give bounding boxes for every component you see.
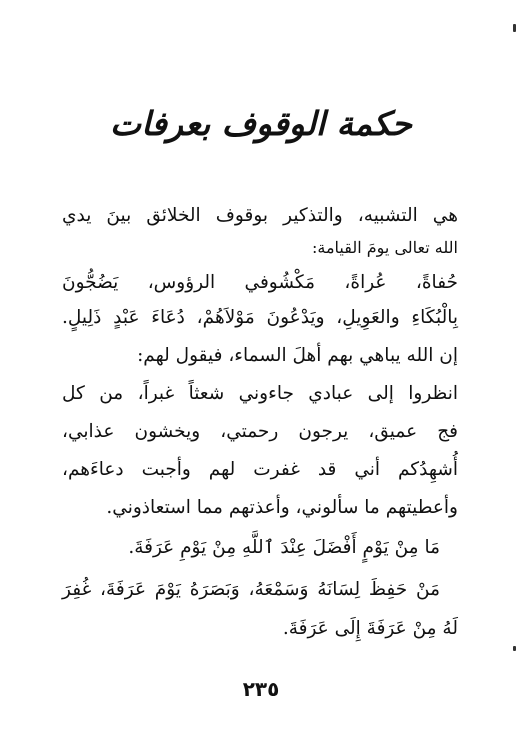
page-title: حكمة الوقوف بعرفات <box>110 104 412 143</box>
text-line-4: بِالْبُكَاءِ والعَوِيلِ، ويَدْعُونَ مَوْلاَهُمْ، دُعَاءَ عَبْدٍ ذَلِيلٍ. <box>62 307 458 328</box>
text-line-8: أُشهِدُكم أني قد غفرت لهم وأجبت دعاءَهم، <box>62 459 458 480</box>
text-line-3: حُفاةً، عُراةً، مَكْشُوفي الرؤوس، يَضُجُّونَ <box>62 272 458 293</box>
text-line-9: وأعطيتهم ما سألوني، وأعذتهم مما استعاذوني. <box>106 497 458 518</box>
text-line-11: مَنْ حَفِظَ لِسَانَهُ وَسَمْعَهُ، وَبَصَرَهُ يَوْمَ عَرَفَةَ، غُفِرَ <box>62 579 440 600</box>
text-line-7: فج عميق، يرجون رحمتي، ويخشون عذابي، <box>62 421 458 442</box>
scan-edge-mark <box>513 24 516 32</box>
scan-edge-mark <box>513 646 516 651</box>
text-line-12: لَهُ مِنْ عَرَفَةَ إِلَى عَرَفَةَ. <box>282 618 458 639</box>
text-line-1: هي التشبيه، والتذكير بوقوف الخلائق بينَ يدي <box>62 205 458 226</box>
text-line-10: مَا مِنْ يَوْمٍ أَفْضَلَ عِنْدَ ٱللَّهِ مِنْ يَوْمِ عَرَفَةَ. <box>128 537 440 558</box>
text-line-2: الله تعالى يومَ القيامة: <box>312 238 458 257</box>
text-line-5: إن الله يباهي بهم أهلَ السماء، فيقول لهم: <box>137 345 458 366</box>
page-number: ٢٣٥ <box>242 677 280 701</box>
text-line-6: انظروا إلى عبادي جاءوني شعثاً غبراً، من كل <box>62 383 458 404</box>
